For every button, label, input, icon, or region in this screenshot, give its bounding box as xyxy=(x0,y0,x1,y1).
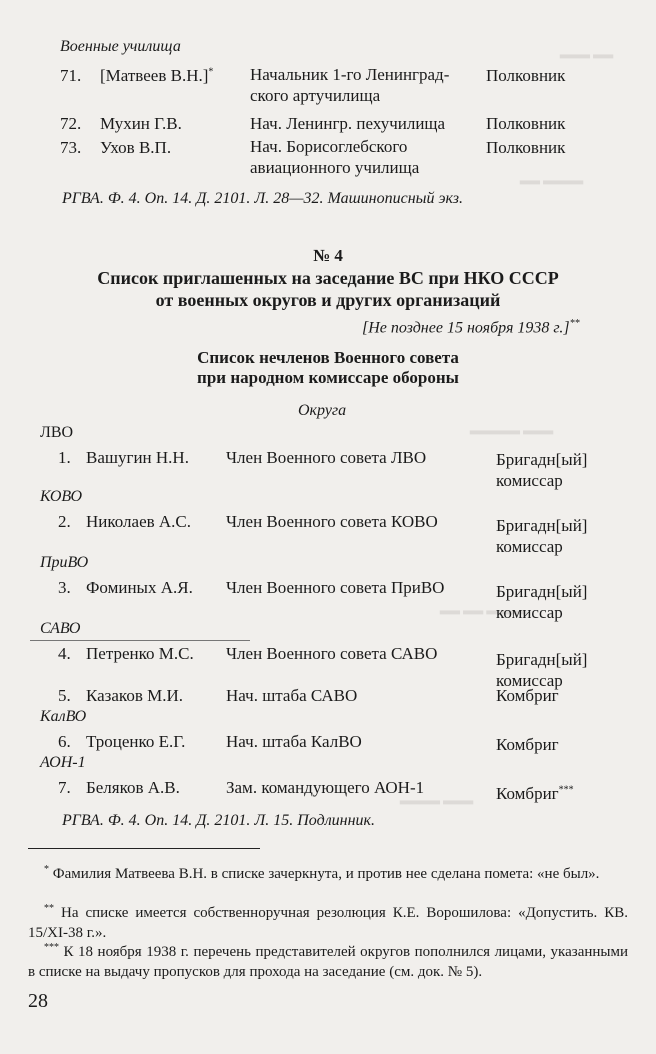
person-name: Николаев А.С. xyxy=(86,512,192,531)
document-number: № 4 xyxy=(313,246,343,265)
bleed-through: ▂▂▂▂ ▂▂ ▂▂ xyxy=(440,599,527,614)
table-row xyxy=(0,778,656,802)
subtitle: Список нечленов Военного совета xyxy=(197,348,459,367)
row-number: 73. xyxy=(60,138,82,157)
subtitle-line2: при народном комиссаре обороны xyxy=(197,368,459,387)
rank-cell: Комбриг xyxy=(496,686,559,705)
row-number: 6. xyxy=(58,732,71,751)
person-name: Казаков М.И. xyxy=(86,686,183,705)
row-number: 1. xyxy=(58,448,71,467)
table-row xyxy=(0,686,656,710)
table-row xyxy=(0,512,656,556)
rank-cell: Комбриг xyxy=(496,735,559,754)
district-label: САВО xyxy=(40,620,81,637)
table-row xyxy=(0,578,656,622)
row-number: 71. xyxy=(60,66,82,85)
position-cell: Член Военного совета ЛВО xyxy=(226,448,427,467)
person-name: Вашугин Н.Н. xyxy=(86,448,189,467)
position-cell: Нач. Ленингр. пехучилища xyxy=(250,114,446,133)
row-number: 4. xyxy=(58,644,71,663)
page-number: 28 xyxy=(28,990,48,1012)
rank-cell: Бригадн[ый] комиссар xyxy=(496,582,588,622)
row-number: 3. xyxy=(58,578,71,597)
document-title: Список приглашенных на заседание ВС при НКО СССР xyxy=(97,268,559,288)
source-note: РГВА. Ф. 4. Оп. 14. Д. 2101. Л. 28—32. Машинописный экз. xyxy=(62,190,464,207)
rank-cell: Комбриг*** xyxy=(496,784,574,803)
district-label: КОВО xyxy=(40,488,83,505)
divider-line xyxy=(30,640,250,641)
footnote: *** К 18 ноября 1938 г. перечень представителей округов пополнился лицами, указанными в списке на выдачу пропусков для прохода на заседание (см. док. № 5). xyxy=(28,942,629,980)
row-number: 2. xyxy=(58,512,71,531)
position-cell: Зам. командующего АОН-1 xyxy=(226,778,425,797)
person-name: Фоминых А.Я. xyxy=(86,578,193,597)
table-row xyxy=(0,114,656,138)
position-cell: Нач. Борисоглебского авиационного училища xyxy=(250,137,420,177)
bleed-through: ▂▂▂▂ ▂▂ xyxy=(520,169,584,184)
districts-heading: Округа xyxy=(298,402,347,419)
person-name: Ухов В.П. xyxy=(100,138,172,157)
person-name: Петренко М.С. xyxy=(86,644,194,663)
position-cell: Нач. штаба КалВО xyxy=(226,732,362,751)
position-cell: Член Военного совета ПриВО xyxy=(226,578,445,597)
table-row xyxy=(0,448,656,490)
table-row xyxy=(0,65,656,105)
person-name: Троценко Е.Г. xyxy=(86,732,186,751)
district-label: ЛВО xyxy=(40,424,74,441)
table-row xyxy=(0,732,656,756)
district-label: КалВО xyxy=(40,708,87,725)
person-name: Мухин Г.В. xyxy=(100,114,182,133)
table-row xyxy=(0,644,656,690)
rank-cell: Полковник xyxy=(486,114,566,133)
position-cell: Член Военного совета САВО xyxy=(226,644,438,663)
source-note: РГВА. Ф. 4. Оп. 14. Д. 2101. Л. 15. Подлинник. xyxy=(62,812,376,829)
row-number: 5. xyxy=(58,686,71,705)
document-title-line2: от военных округов и других организаций xyxy=(155,290,501,310)
position-cell: Нач. штаба САВО xyxy=(226,686,358,705)
footnote: * Фамилия Матвеева В.Н. в списке зачеркнута, и против нее сделана помета: «не был». xyxy=(44,864,600,882)
person-name: Беляков А.В. xyxy=(86,778,180,797)
row-number: 72. xyxy=(60,114,82,133)
document-date: [Не позднее 15 ноября 1938 г.]** xyxy=(362,318,580,337)
rank-cell: Полковник xyxy=(486,66,566,85)
bleed-through: ▂▂▂ ▂▂▂▂▂ xyxy=(470,419,554,434)
table-row xyxy=(0,137,656,177)
position-cell: Член Военного совета КОВО xyxy=(226,512,438,531)
footnote-rule xyxy=(28,848,260,849)
bleed-through: ▂▂▂ ▂▂▂▂ xyxy=(400,789,474,804)
rank-cell: Полковник xyxy=(486,138,566,157)
position-cell: Начальник 1-го Ленинград- ского артучилища xyxy=(250,65,450,105)
district-label: ПриВО xyxy=(40,554,89,571)
row-number: 7. xyxy=(58,778,71,797)
district-label: АОН-1 xyxy=(40,754,86,771)
footnote: ** На списке имеется собственноручная резолюция К.Е. Ворошилова: «Допустить. КВ. 15/XI-38 г.». xyxy=(28,903,628,941)
rank-cell: Бригадн[ый] комиссар xyxy=(496,650,588,690)
section-heading: Военные училища xyxy=(60,38,181,55)
bleed-through: ▂▂ ▂▂▂ xyxy=(560,43,614,58)
rank-cell: Бригадн[ый] комиссар xyxy=(496,450,588,490)
rank-cell: Бригадн[ый] комиссар xyxy=(496,516,588,556)
person-name: [Матвеев В.Н.]* xyxy=(100,66,214,85)
